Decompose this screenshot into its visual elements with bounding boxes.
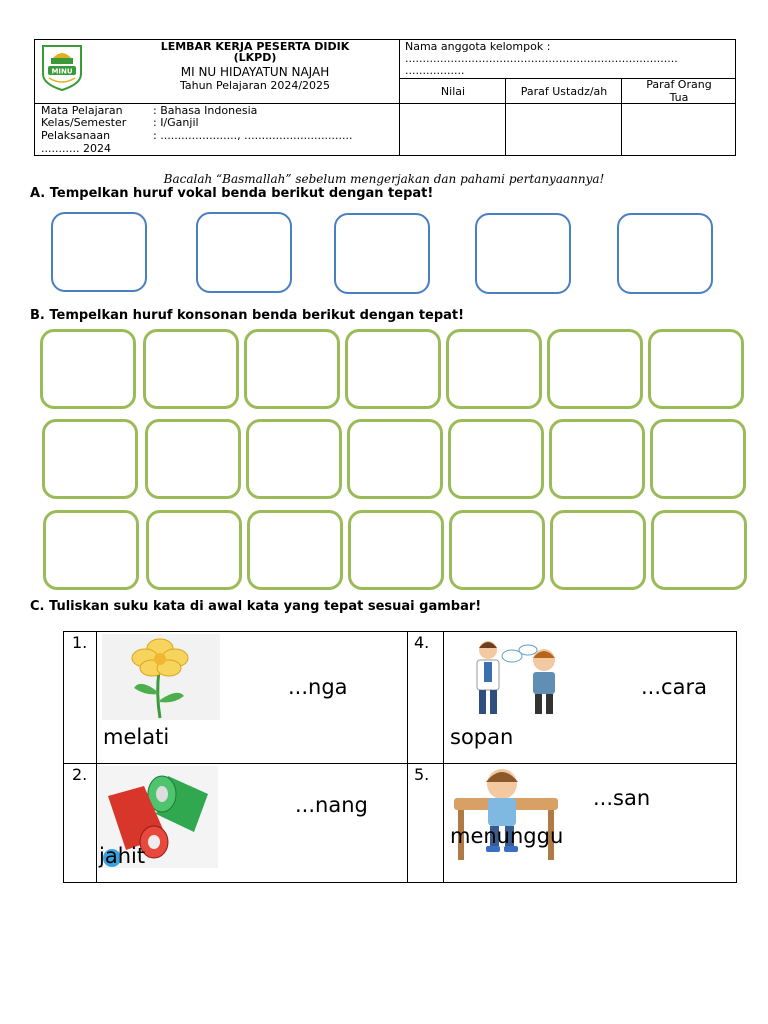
consonant-box[interactable] bbox=[446, 329, 542, 409]
consonant-box[interactable] bbox=[449, 510, 545, 590]
item-number: 5. bbox=[414, 765, 430, 784]
consonant-box[interactable] bbox=[650, 419, 746, 499]
boy-waiting-at-desk-icon bbox=[446, 766, 562, 866]
item-number: 2. bbox=[72, 765, 88, 784]
consonant-box[interactable] bbox=[145, 419, 241, 499]
answer-word: jahit bbox=[99, 844, 146, 868]
answer-word: sopan bbox=[450, 725, 514, 749]
instruction-text: Bacalah “Basmallah” sebelum mengerjakan dan pahami pertanyaannya! bbox=[163, 172, 605, 186]
vowel-box[interactable] bbox=[196, 212, 292, 293]
teacher-signature-header: Paraf Ustadz/ah bbox=[520, 85, 608, 98]
logo-text: MINU bbox=[51, 67, 73, 76]
syllable-blank: ...san bbox=[593, 786, 651, 810]
header-title-line1: LEMBAR KERJA PESERTA DIDIK bbox=[160, 40, 350, 53]
implementation-label: Pelaksanaan bbox=[41, 129, 111, 142]
consonant-box[interactable] bbox=[651, 510, 747, 590]
consonant-box[interactable] bbox=[547, 329, 643, 409]
syllable-blank: ...nga bbox=[288, 675, 348, 699]
group-members-label: Nama anggota kelompok : bbox=[405, 40, 551, 53]
consonant-box[interactable] bbox=[42, 419, 138, 499]
vowel-box[interactable] bbox=[51, 212, 147, 292]
consonant-box[interactable] bbox=[146, 510, 242, 590]
consonant-box[interactable] bbox=[348, 510, 444, 590]
implementation-date: ........... 2024 bbox=[41, 142, 111, 155]
subject-label: Mata Pelajaran bbox=[41, 104, 123, 117]
consonant-box[interactable] bbox=[347, 419, 443, 499]
score-header: Nilai bbox=[440, 85, 466, 98]
answer-word: melati bbox=[103, 725, 170, 749]
consonant-box[interactable] bbox=[40, 329, 136, 409]
syllable-blank: ...nang bbox=[295, 793, 368, 817]
syllable-blank: ...cara bbox=[641, 675, 707, 699]
consonant-box[interactable] bbox=[143, 329, 239, 409]
consonant-box[interactable] bbox=[549, 419, 645, 499]
doctor-boy-talking-icon bbox=[462, 636, 570, 718]
flower-icon bbox=[102, 634, 220, 720]
syllable-table bbox=[63, 631, 737, 883]
consonant-box[interactable] bbox=[648, 329, 744, 409]
vowel-box[interactable] bbox=[617, 213, 713, 294]
answer-word: menunggu bbox=[450, 824, 564, 848]
school-logo bbox=[39, 42, 85, 92]
section-c-title: C. Tuliskan suku kata di awal kata yang tepat sesuai gambar! bbox=[30, 599, 482, 614]
parent-signature-header-1: Paraf Orang bbox=[646, 78, 712, 91]
header-table bbox=[34, 39, 736, 156]
group-members-dots: .............................................................................. bbox=[405, 53, 678, 65]
consonant-box[interactable] bbox=[345, 329, 441, 409]
school-name: MI NU HIDAYATUN NAJAH bbox=[180, 65, 330, 79]
consonant-box[interactable] bbox=[448, 419, 544, 499]
consonant-box[interactable] bbox=[550, 510, 646, 590]
implementation-value: : ......................, ............................... bbox=[153, 129, 353, 142]
vowel-box[interactable] bbox=[475, 213, 571, 294]
group-members-dots-2: ................. bbox=[405, 64, 465, 77]
header-title-line2: (LKPD) bbox=[233, 51, 277, 64]
vowel-box[interactable] bbox=[334, 213, 430, 294]
consonant-box[interactable] bbox=[246, 419, 342, 499]
item-number: 4. bbox=[414, 633, 430, 652]
parent-signature-header-2: Tua bbox=[669, 91, 689, 104]
consonant-box[interactable] bbox=[43, 510, 139, 590]
section-a-title: A. Tempelkan huruf vokal benda berikut dengan tepat! bbox=[30, 186, 434, 201]
consonant-box[interactable] bbox=[247, 510, 343, 590]
subject-value: : Bahasa Indonesia bbox=[153, 104, 258, 117]
consonant-box[interactable] bbox=[244, 329, 340, 409]
academic-year: Tahun Pelajaran 2024/2025 bbox=[179, 79, 331, 92]
section-b-title: B. Tempelkan huruf konsonan benda berikut dengan tepat! bbox=[30, 308, 465, 323]
class-value: : I/Ganjil bbox=[153, 116, 199, 129]
item-number: 1. bbox=[72, 633, 88, 652]
class-label: Kelas/Semester bbox=[41, 116, 127, 129]
